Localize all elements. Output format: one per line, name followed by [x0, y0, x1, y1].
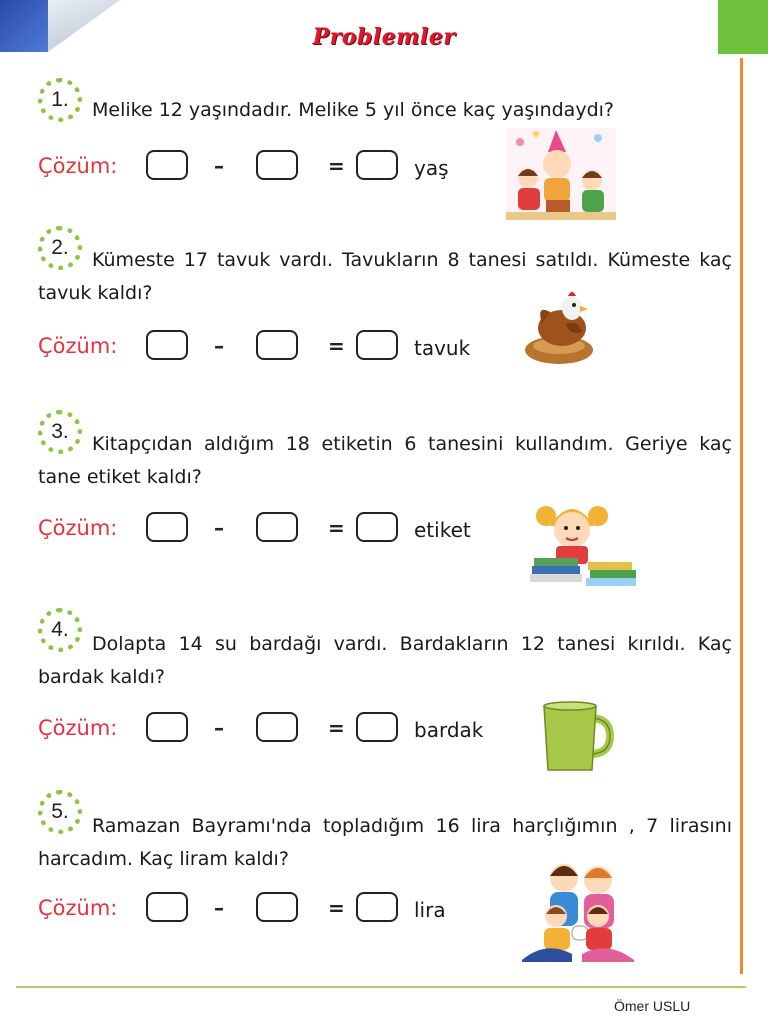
problem-number-badge: 5.: [38, 790, 82, 834]
solution-label: Çözüm:: [38, 896, 118, 920]
answer-box-result[interactable]: [356, 330, 398, 360]
minus-sign: –: [214, 896, 224, 920]
author-name: Ömer USLU: [614, 998, 691, 1014]
unit-label: bardak: [414, 718, 484, 742]
solution-label: Çözüm:: [38, 716, 118, 740]
solution-row: [38, 712, 518, 752]
solution-row: [38, 512, 518, 552]
answer-box-1[interactable]: [146, 512, 188, 542]
cup-icon: [540, 700, 614, 774]
right-margin-rule: [740, 58, 743, 974]
answer-box-2[interactable]: [256, 330, 298, 360]
solution-label: Çözüm:: [38, 516, 118, 540]
answer-box-2[interactable]: [256, 512, 298, 542]
family-icon: [516, 856, 638, 968]
unit-label: etiket: [414, 518, 471, 542]
answer-box-result[interactable]: [356, 512, 398, 542]
minus-sign: –: [214, 154, 224, 178]
problem-question: Melike 12 yaşındadır. Melike 5 yıl önce kaç yaşındaydı?: [92, 99, 614, 121]
unit-label: lira: [414, 898, 446, 922]
girl-with-books-icon: [528, 496, 640, 592]
problem-number-badge: 3.: [38, 410, 82, 454]
answer-box-1[interactable]: [146, 330, 188, 360]
solution-row: [38, 330, 518, 370]
unit-label: yaş: [414, 156, 449, 180]
minus-sign: –: [214, 334, 224, 358]
answer-box-2[interactable]: [256, 892, 298, 922]
footer-rule: [16, 986, 746, 988]
page-title: Problemler: [312, 24, 456, 50]
problem-number-badge: 1.: [38, 78, 82, 122]
problem-question: Ramazan Bayramı'nda topladığım 16 lira harçlığımın , 7 lirasını harcadım. Kaç liram kaldı?: [38, 815, 732, 870]
answer-box-2[interactable]: [256, 150, 298, 180]
answer-box-1[interactable]: [146, 150, 188, 180]
problem-number-badge: 2.: [38, 226, 82, 270]
answer-box-result[interactable]: [356, 150, 398, 180]
minus-sign: –: [214, 716, 224, 740]
birthday-party-icon: [506, 128, 616, 220]
equals-sign: =: [328, 716, 345, 740]
answer-box-1[interactable]: [146, 892, 188, 922]
minus-sign: –: [214, 516, 224, 540]
equals-sign: =: [328, 154, 345, 178]
problem-number-badge: 4.: [38, 608, 82, 652]
hen-on-nest-icon: [522, 284, 596, 368]
equals-sign: =: [328, 334, 345, 358]
equals-sign: =: [328, 516, 345, 540]
answer-box-2[interactable]: [256, 712, 298, 742]
unit-label: tavuk: [414, 336, 471, 360]
problem-question: Kitapçıdan aldığım 18 etiketin 6 tanesini kullandım. Geriye kaç tane etiket kaldı?: [38, 433, 732, 488]
solution-label: Çözüm:: [38, 334, 118, 358]
problem-question: Dolapta 14 su bardağı vardı. Bardakların 12 tanesi kırıldı. Kaç bardak kaldı?: [38, 633, 732, 688]
answer-box-result[interactable]: [356, 892, 398, 922]
equals-sign: =: [328, 896, 345, 920]
solution-label: Çözüm:: [38, 154, 118, 178]
problem-question: Kümeste 17 tavuk vardı. Tavukların 8 tanesi satıldı. Kümeste kaç tavuk kaldı?: [38, 249, 732, 304]
answer-box-result[interactable]: [356, 712, 398, 742]
answer-box-1[interactable]: [146, 712, 188, 742]
solution-row: [38, 892, 518, 932]
solution-row: [38, 150, 518, 190]
